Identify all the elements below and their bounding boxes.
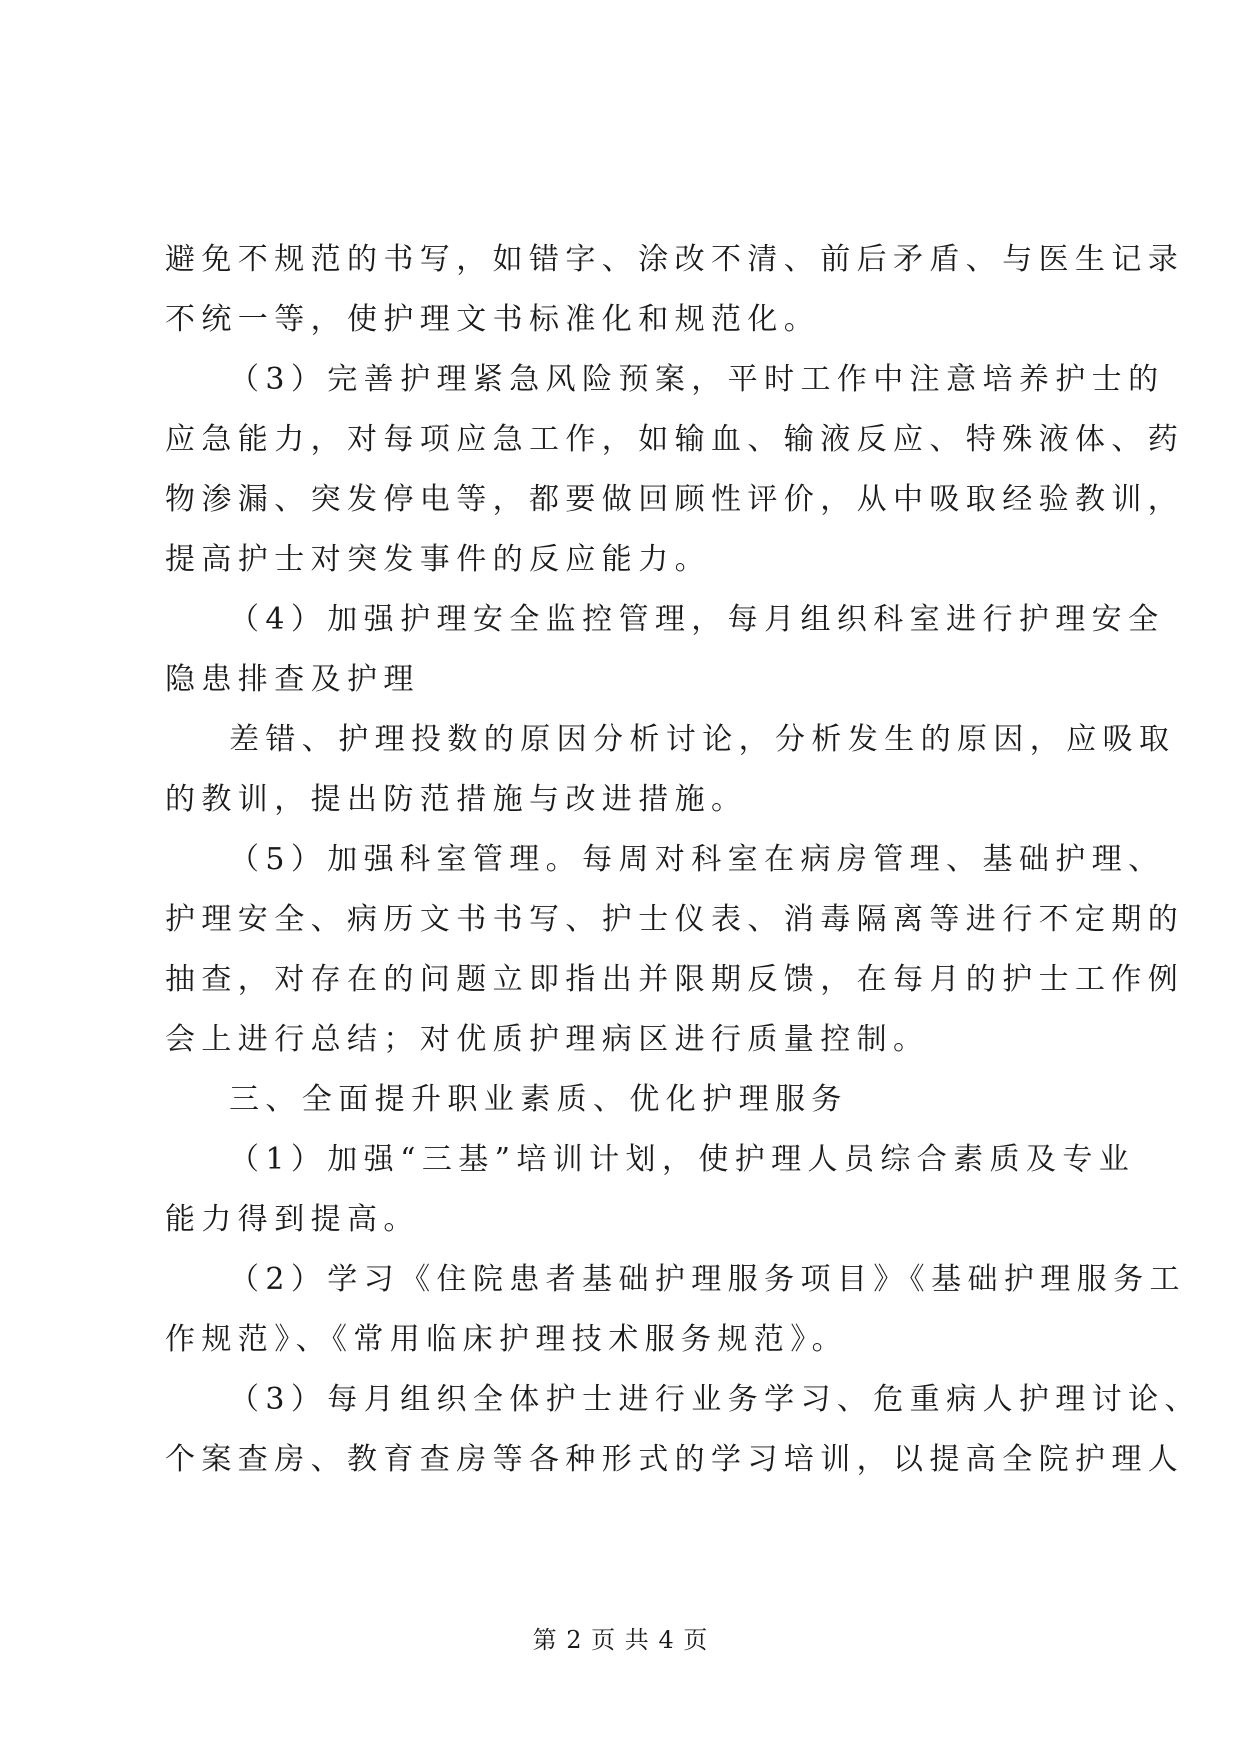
page-number: 第 2 页 共 4 页 (532, 1626, 709, 1654)
text-line: 个案查房、教育查房等各种形式的学习培训，以提高全院护理人 (165, 1442, 1185, 1477)
text-line: 提高护士对突发事件的反应能力。 (165, 542, 711, 577)
text-line: 避免不规范的书写，如错字、涂改不清、前后矛盾、与医生记录 (165, 242, 1185, 277)
text-line: （4）加强护理安全监控管理，每月组织科室进行护理安全 (229, 602, 1165, 637)
text-line: 隐患排查及护理 (165, 662, 420, 697)
text-line: （3）完善护理紧急风险预案，平时工作中注意培养护士的 (229, 362, 1165, 397)
text-line: 物渗漏、突发停电等，都要做回顾性评价，从中吸取经验教训， (165, 482, 1185, 517)
text-line: 不统一等，使护理文书标准化和规范化。 (165, 302, 821, 337)
text-line: 抽查，对存在的问题立即指出并限期反馈，在每月的护士工作例 (165, 962, 1185, 997)
text-line: 三、全面提升职业素质、优化护理服务 (229, 1082, 848, 1117)
text-line: 的教训，提出防范措施与改进措施。 (165, 782, 748, 817)
text-line: （3）每月组织全体护士进行业务学习、危重病人护理讨论、 (229, 1382, 1201, 1417)
text-line: （1）加强“三基”培训计划，使护理人员综合素质及专业 (229, 1142, 1136, 1177)
document-body (165, 230, 1201, 1490)
text-line: 作规范》、《常用临床护理技术服务规范》。 (165, 1322, 848, 1357)
text-line: 会上进行总结；对优质护理病区进行质量控制。 (165, 1022, 930, 1057)
text-line: 差错、护理投数的原因分析讨论，分析发生的原因，应吸取 (229, 722, 1176, 757)
text-line: 护理安全、病历文书书写、护士仪表、消毒隔离等进行不定期的 (165, 902, 1185, 937)
text-line: （5）加强科室管理。每周对科室在病房管理、基础护理、 (229, 842, 1165, 877)
text-line: 能力得到提高。 (165, 1202, 420, 1237)
text-line: 应急能力，对每项应急工作，如输血、输液反应、特殊液体、药 (165, 422, 1185, 457)
text-line: （2）学习《住院患者基础护理服务项目》《基础护理服务工 (229, 1262, 1186, 1297)
